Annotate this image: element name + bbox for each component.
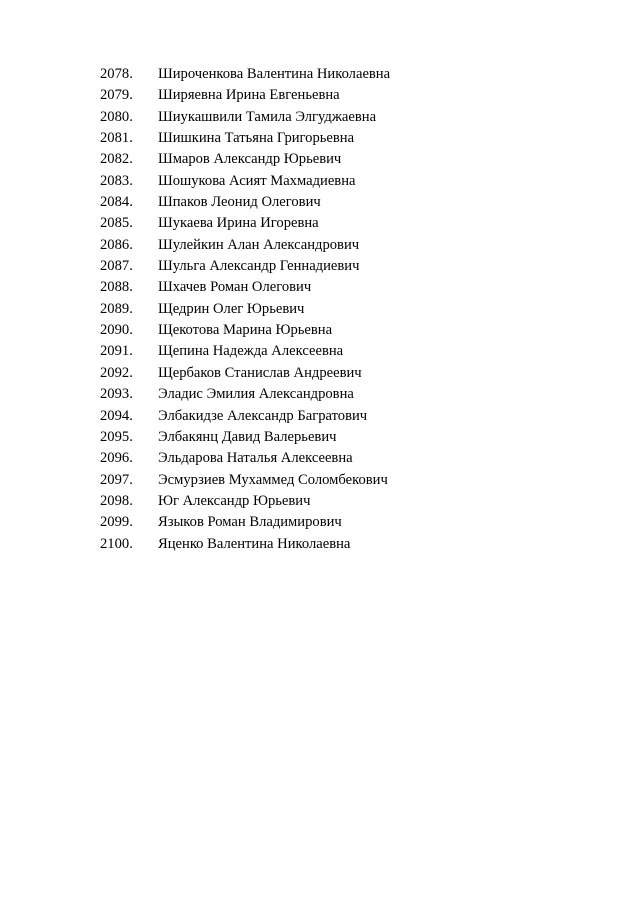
list-item: [100, 427, 390, 448]
entry-name: Широченкова Валентина Николаевна: [158, 66, 391, 82]
entry-number: 2091.: [100, 343, 133, 360]
entry-number: 2100.: [100, 535, 133, 552]
list-item: [100, 534, 390, 555]
entry-name: Щепина Надежда Алексеевна: [158, 343, 344, 360]
entry-name: Шульга Александр Геннадиевич: [158, 258, 360, 275]
entry-name: Ширяевна Ирина Евгеньевна: [158, 87, 340, 104]
list-item: [100, 235, 390, 256]
entry-name: Юг Александр Юрьевич: [158, 492, 311, 509]
entry-number: 2097.: [100, 471, 133, 488]
entry-number: 2083.: [100, 172, 133, 189]
entry-name: Эльдарова Наталья Алексеевна: [158, 450, 353, 467]
list-item: [100, 128, 390, 149]
list-item: [100, 406, 390, 427]
list-item: [100, 299, 390, 320]
list-item: [100, 277, 390, 298]
entry-name: Шулейкин Алан Александрович: [158, 236, 360, 253]
list-item: [100, 213, 390, 234]
list-item: [100, 256, 390, 277]
entry-number: 2086.: [100, 236, 133, 253]
list-item: [100, 341, 390, 362]
list-item: [100, 192, 390, 213]
entry-number: 2080.: [100, 108, 133, 125]
entry-name: Элбакидзе Александр Багратович: [158, 407, 368, 424]
entry-number: 2088.: [100, 279, 133, 296]
list-item: [100, 491, 390, 512]
entry-name: Эсмурзиев Мухаммед Соломбекович: [158, 471, 388, 488]
entry-number: 2095.: [100, 428, 133, 445]
list-item: [100, 149, 390, 170]
entry-number: 2090.: [100, 322, 133, 339]
entry-number: 2081.: [100, 130, 133, 147]
entry-name: Шошукова Асият Махмадиевна: [158, 172, 356, 189]
entry-number: 2087.: [100, 258, 133, 275]
entry-number: 2094.: [100, 407, 133, 424]
entry-number: 2096.: [100, 450, 133, 467]
entry-number: 2098.: [100, 492, 133, 509]
entry-number: 2084.: [100, 194, 133, 211]
entry-name: Щедрин Олег Юрьевич: [158, 300, 305, 317]
entry-number: 2082.: [100, 151, 133, 168]
entry-name: Языков Роман Владимирович: [158, 514, 342, 531]
entry-number: 2092.: [100, 364, 133, 381]
list-item: [100, 85, 390, 106]
entry-name: Шишкина Татьяна Григорьевна: [158, 130, 355, 147]
name-list: [100, 64, 390, 555]
entry-name: Шиукашвили Тамила Элгуджаевна: [158, 108, 377, 125]
entry-number: 2079.: [100, 87, 133, 104]
list-item: [100, 320, 390, 341]
list-item: [100, 448, 390, 469]
list-item: [100, 171, 390, 192]
entry-name: Шхачев Роман Олегович: [158, 279, 312, 296]
entry-number: 2078.: [100, 66, 133, 82]
entry-number: 2099.: [100, 514, 133, 531]
list-item: [100, 512, 390, 533]
list-item: [100, 107, 390, 128]
entry-name: Шукаева Ирина Игоревна: [158, 215, 319, 232]
entry-number: 2085.: [100, 215, 133, 232]
entry-name: Эладис Эмилия Александровна: [158, 386, 354, 403]
entry-name: Элбакянц Давид Валерьевич: [158, 428, 337, 445]
list-item: [100, 64, 390, 85]
entry-number: 2093.: [100, 386, 133, 403]
entry-name: Яценко Валентина Николаевна: [158, 535, 351, 552]
entry-name: Щекотова Марина Юрьевна: [158, 322, 333, 339]
list-item: [100, 384, 390, 405]
entry-number: 2089.: [100, 300, 133, 317]
entry-name: Шпаков Леонид Олегович: [158, 194, 321, 211]
entry-name: Щербаков Станислав Андреевич: [158, 364, 362, 381]
list-item: [100, 470, 390, 491]
entry-name: Шмаров Александр Юрьевич: [158, 151, 342, 168]
list-item: [100, 363, 390, 384]
